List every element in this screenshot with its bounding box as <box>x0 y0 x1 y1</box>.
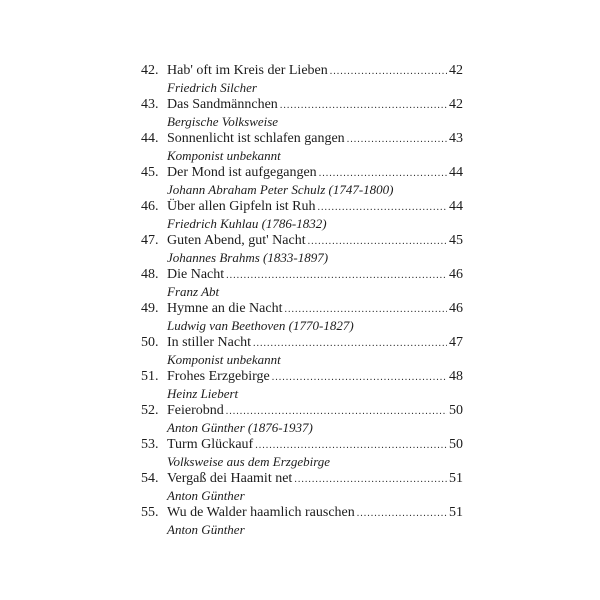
song-title: Hab' oft im Kreis der Lieben <box>167 63 328 78</box>
page-number: 50 <box>449 437 463 452</box>
song-number: 46. <box>141 199 159 214</box>
song-title: Über allen Gipfeln ist Ruh <box>167 199 316 214</box>
composer-credit: Johannes Brahms (1833-1897) <box>167 250 329 265</box>
page-number: 43 <box>449 131 463 146</box>
composer-credit: Volksweise aus dem Erzgebirge <box>167 454 331 469</box>
composer-credit: Komponist unbekannt <box>167 148 281 163</box>
page-number: 42 <box>449 97 463 112</box>
dot-leader <box>319 165 447 183</box>
song-number: 55. <box>141 505 159 520</box>
toc-entry <box>141 198 463 232</box>
page-number: 42 <box>449 63 463 78</box>
dot-leader <box>330 63 447 81</box>
song-title: Turm Glückauf <box>167 437 254 452</box>
dot-leader <box>280 97 447 115</box>
song-number: 42. <box>141 63 159 78</box>
dot-leader <box>284 301 447 319</box>
dot-leader <box>347 131 447 149</box>
song-number: 47. <box>141 233 159 248</box>
composer-credit: Bergische Volksweise <box>167 114 279 129</box>
dot-leader <box>253 335 447 353</box>
song-title: Der Mond ist aufgegangen <box>167 165 317 180</box>
toc-title-line <box>141 402 463 420</box>
toc-entry <box>141 232 463 266</box>
song-number: 45. <box>141 165 159 180</box>
toc-entry <box>141 300 463 334</box>
composer-credit: Friedrich Kuhlau (1786-1832) <box>167 216 327 231</box>
dot-leader <box>357 505 447 523</box>
song-number: 48. <box>141 267 159 282</box>
page-number: 48 <box>449 369 463 384</box>
toc-title-line <box>141 436 463 454</box>
song-title: Feierobnd <box>167 403 224 418</box>
toc-entry <box>141 470 463 504</box>
toc-entry <box>141 504 463 538</box>
song-number: 53. <box>141 437 159 452</box>
composer-credit: Komponist unbekannt <box>167 352 281 367</box>
toc-title-line <box>141 266 463 284</box>
toc-entry <box>141 436 463 470</box>
page-number: 44 <box>449 165 463 180</box>
toc-title-line <box>141 164 463 182</box>
dot-leader <box>318 199 447 217</box>
dot-leader <box>272 369 447 387</box>
toc-entry <box>141 402 463 436</box>
song-number: 54. <box>141 471 159 486</box>
page-number: 44 <box>449 199 463 214</box>
page-number: 46 <box>449 267 463 282</box>
page-number: 46 <box>449 301 463 316</box>
page-number: 50 <box>449 403 463 418</box>
toc-entry <box>141 164 463 198</box>
song-title: Vergaß dei Haamit net <box>167 471 293 486</box>
composer-credit: Anton Günther <box>167 522 245 537</box>
page-number: 47 <box>449 335 463 350</box>
toc-title-line <box>141 504 463 522</box>
toc-title-line <box>141 300 463 318</box>
song-number: 52. <box>141 403 159 418</box>
toc-entry <box>141 62 463 96</box>
toc-entry <box>141 266 463 300</box>
toc-entry <box>141 130 463 164</box>
toc-entry <box>141 96 463 130</box>
composer-credit: Friedrich Silcher <box>167 80 257 95</box>
song-number: 51. <box>141 369 159 384</box>
song-title: Das Sandmännchen <box>167 97 278 112</box>
song-title: Hymne an die Nacht <box>167 301 283 316</box>
song-title: Die Nacht <box>167 267 225 282</box>
song-title: Wu de Walder haamlich rauschen <box>167 505 355 520</box>
song-number: 43. <box>141 97 159 112</box>
toc-title-line <box>141 62 463 80</box>
composer-credit: Anton Günther (1876-1937) <box>167 420 313 435</box>
toc-title-line <box>141 470 463 488</box>
dot-leader <box>294 471 447 489</box>
toc-title-line <box>141 198 463 216</box>
page-number: 51 <box>449 471 463 486</box>
page-number: 45 <box>449 233 463 248</box>
song-number: 50. <box>141 335 159 350</box>
page-number: 51 <box>449 505 463 520</box>
toc-title-line <box>141 130 463 148</box>
song-title: Sonnenlicht ist schlafen gangen <box>167 131 345 146</box>
toc-entry <box>141 368 463 402</box>
table-of-contents <box>141 62 463 538</box>
dot-leader <box>308 233 447 251</box>
composer-credit: Franz Abt <box>167 284 220 299</box>
toc-title-line <box>141 368 463 386</box>
dot-leader <box>226 403 447 421</box>
toc-title-line <box>141 96 463 114</box>
song-number: 44. <box>141 131 159 146</box>
song-number: 49. <box>141 301 159 316</box>
song-title: In stiller Nacht <box>167 335 251 350</box>
song-title: Frohes Erzgebirge <box>167 369 270 384</box>
composer-credit: Johann Abraham Peter Schulz (1747-1800) <box>167 182 394 197</box>
toc-title-line <box>141 232 463 250</box>
song-title: Guten Abend, gut' Nacht <box>167 233 306 248</box>
composer-credit: Heinz Liebert <box>167 386 239 401</box>
toc-entry <box>141 334 463 368</box>
dot-leader <box>255 437 447 455</box>
composer-credit: Anton Günther <box>167 488 245 503</box>
dot-leader <box>226 267 447 285</box>
toc-title-line <box>141 334 463 352</box>
composer-credit: Ludwig van Beethoven (1770-1827) <box>167 318 354 333</box>
